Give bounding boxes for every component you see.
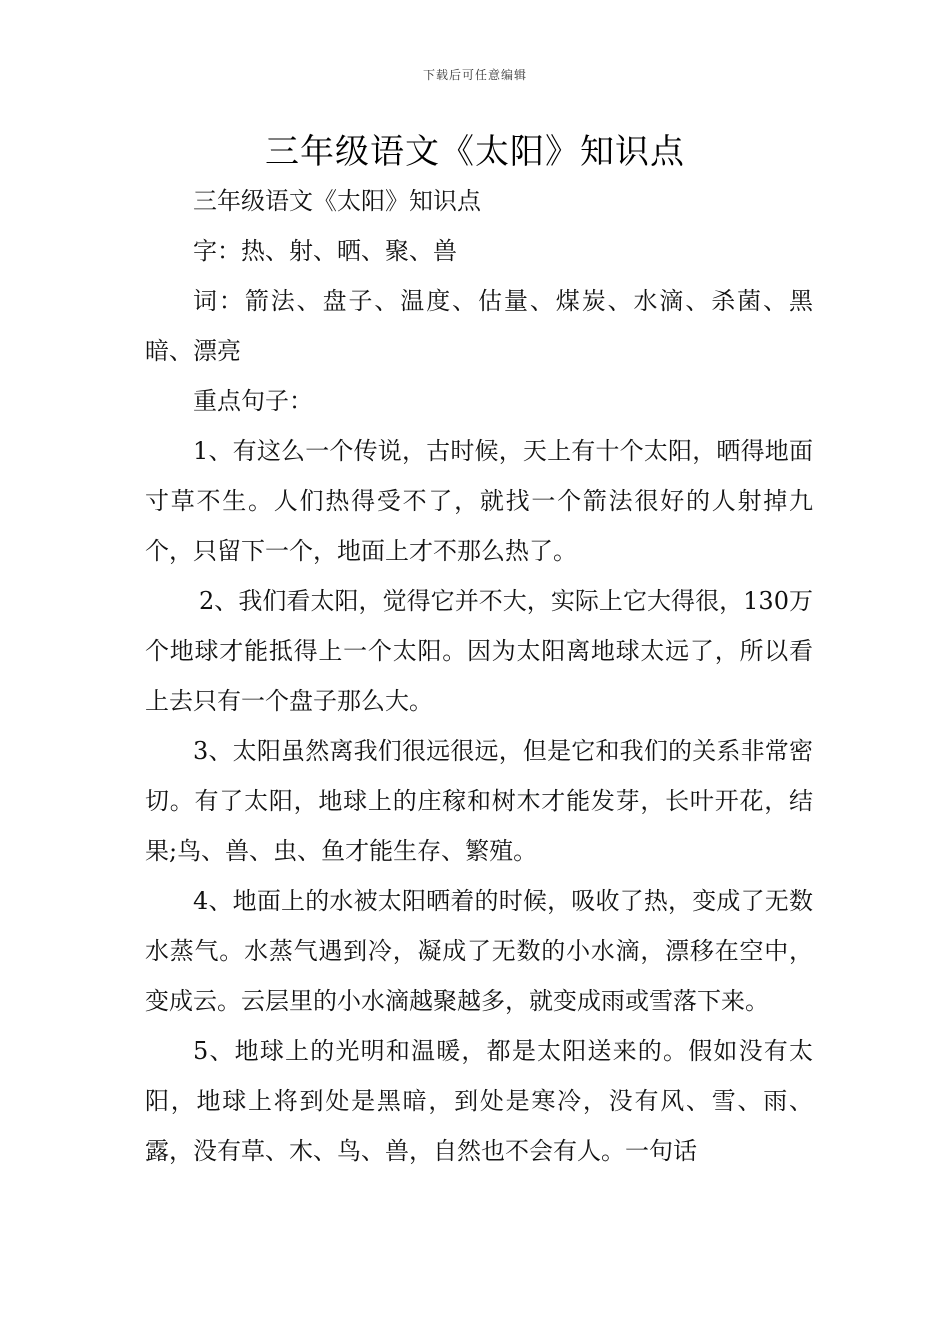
paragraph-sentence-3: 3、太阳虽然离我们很远很远，但是它和我们的关系非常密切。有了太阳，地球上的庄稼和树木才能发芽，长叶开花，结果;鸟、兽、虫、鱼才能生存、繁殖。 — [145, 737, 813, 865]
paragraph-sentence-4: 4、地面上的水被太阳晒着的时候，吸收了热，变成了无数水蒸气。水蒸气遇到冷，凝成了无数的小水滴，漂移在空中，变成云。云层里的小水滴越聚越多，就变成雨或雪落下来。 — [145, 887, 813, 1015]
paragraph-key-sentences-heading: 重点句子： — [193, 387, 313, 415]
paragraph-sentence-1: 1、有这么一个传说，古时候，天上有十个太阳，晒得地面寸草不生。人们热得受不了，就找一个箭法很好的人射掉九个，只留下一个，地面上才不那么热了。 — [145, 437, 813, 565]
paragraph-subtitle: 三年级语文《太阳》知识点 — [193, 187, 481, 215]
paragraph-words: 词：箭法、盘子、温度、估量、煤炭、水滴、杀菌、黑暗、漂亮 — [145, 287, 813, 365]
document-body — [145, 176, 813, 1176]
document-title: 三年级语文《太阳》知识点 — [265, 132, 685, 172]
paragraph-characters: 字：热、射、晒、聚、兽 — [193, 237, 457, 265]
paragraph-sentence-2: 2、我们看太阳，觉得它并不大，实际上它大得很，130万个地球才能抵得上一个太阳。因为太阳离地球太远了，所以看上去只有一个盘子那么大。 — [145, 587, 813, 715]
paragraph-sentence-5: 5、地球上的光明和温暖，都是太阳送来的。假如没有太阳，地球上将到处是黑暗，到处是寒冷，没有风、雪、雨、露，没有草、木、鸟、兽，自然也不会有人。一句话 — [145, 1037, 813, 1165]
header-note: 下载后可任意编辑 — [422, 68, 527, 82]
